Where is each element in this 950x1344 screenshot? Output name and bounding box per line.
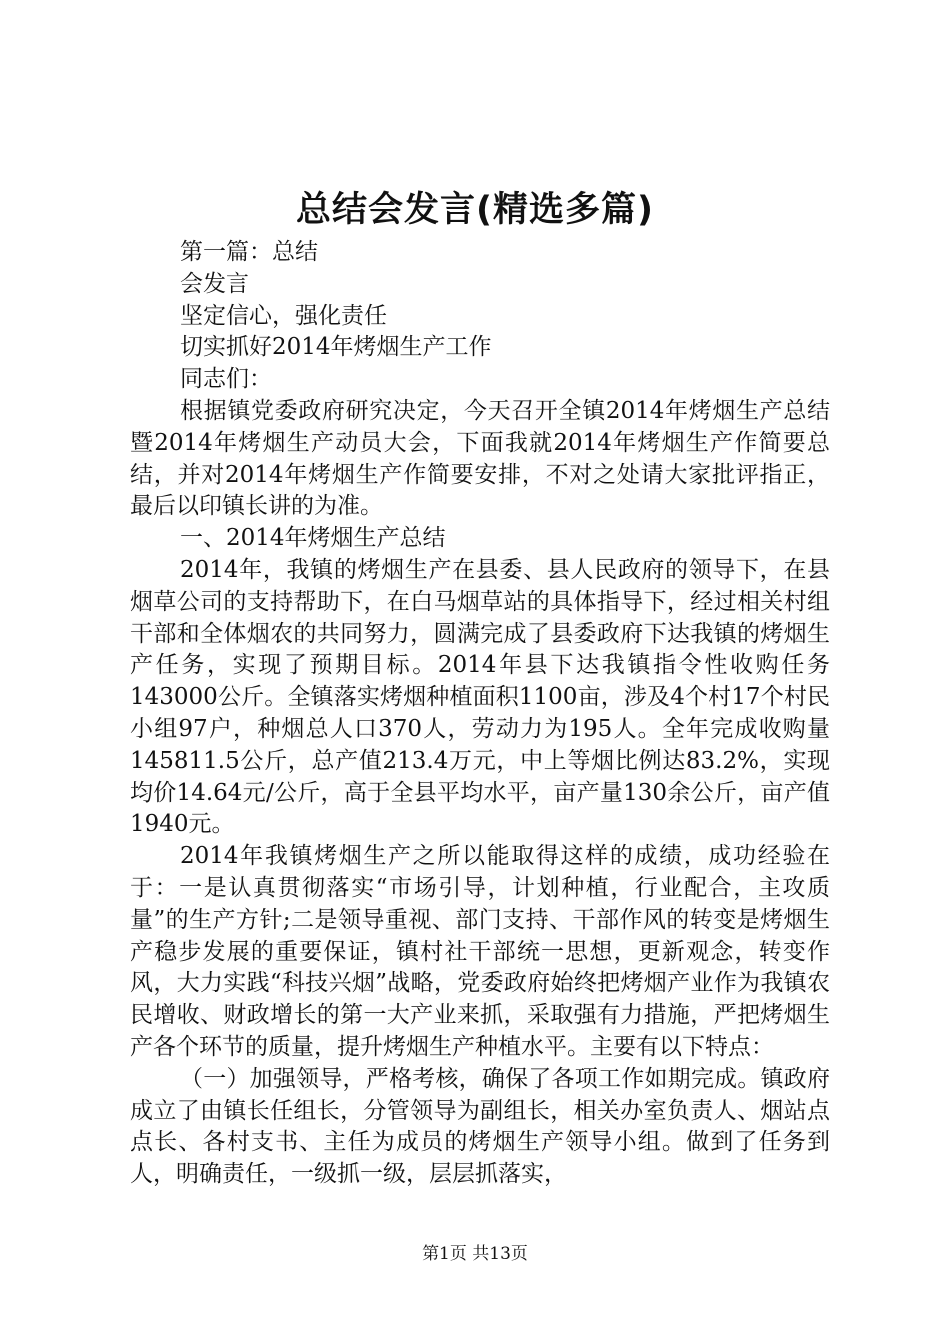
paragraph-intro: 根据镇党委政府研究决定，今天召开全镇2014年烤烟生产总结暨2014年烤烟生产动员大会，下面我就2014年烤烟生产作简要总结，并对2014年烤烟生产作简要安排，不对之处请大家批评指正，最后以印镇长讲的为准。 [130, 397, 830, 520]
paragraph-experience: 2014年我镇烤烟生产之所以能取得这样的成绩，成功经验在于：一是认真贯彻落实“市场引导，计划种植，行业配合，主攻质量”的生产方针;二是领导重视、部门支持、干部作风的转变是烤烟生产稳步发展的重要保证，镇村社干部统一思想，更新观念，转变作风，大力实践“科技兴烟”战略，党委政府始终把烤烟产业作为我镇农民增收、财政增长的第一大产业来抓，采取强有力措施，严把烤烟生产各个环节的质量，提升烤烟生产种植水平。主要有以下特点： [130, 843, 830, 1060]
heading-line-subtheme: 切实抓好2014年烤烟生产工作 [180, 334, 492, 361]
section-heading-summary: 一、2014年烤烟生产总结 [180, 525, 446, 552]
page-footer: 第1页 共13页 [422, 1244, 528, 1264]
document-body [130, 237, 830, 1191]
document-title: 总结会发言(精选多篇) [296, 190, 654, 230]
heading-line-part-one: 第一篇：总结 [180, 239, 318, 265]
heading-line-speech: 会发言 [180, 270, 249, 297]
heading-line-theme: 坚定信心，强化责任 [180, 302, 387, 329]
paragraph-results: 2014年，我镇的烤烟生产在县委、县人民政府的领导下，在县烟草公司的支持帮助下，在白马烟草站的具体指导下，经过相关村组干部和全体烟农的共同努力，圆满完成了县委政府下达我镇的烤烟生产任务，实现了预期目标。2014年县下达我镇指令性收购任务143000公斤。全镇落实烤烟种植面积1100亩，涉及4个村17个村民小组97户，种烟总人口370人，劳动力为195人。全年完成收购量145811.5公斤，总产值213.4万元，中上等烟比例达83.2%，实现均价14.64元/公斤，高于全县平均水平，亩产量130余公斤，亩产值1940元。 [130, 556, 830, 838]
paragraph-leadership: （一）加强领导，严格考核，确保了各项工作如期完成。镇政府成立了由镇长任组长，分管领导为副组长，相关办室负责人、烟站点点长、各村支书、主任为成员的烤烟生产领导小组。做到了任务到人，明确责任，一级抓一级，层层抓落实， [130, 1065, 830, 1188]
salutation: 同志们： [180, 366, 272, 393]
